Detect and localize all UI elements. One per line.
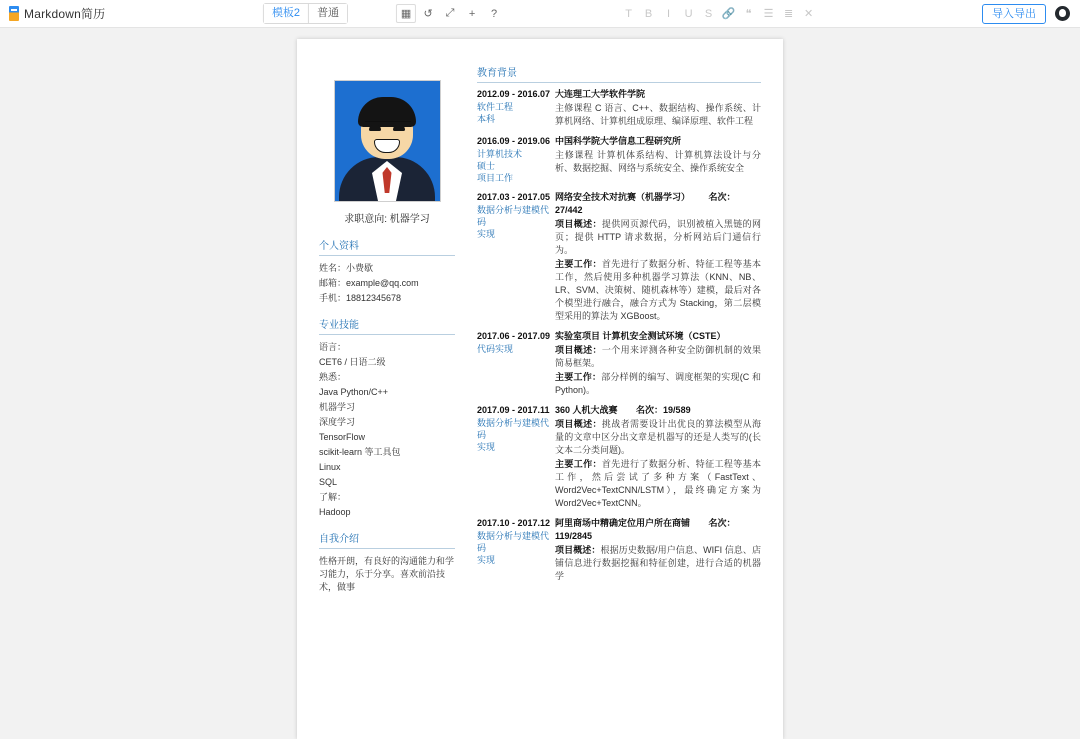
project-overview: 提供网页源代码，识别被植入黑链的网页；提供 HTTP 请求数据，分析网站后门通信行为。: [555, 219, 761, 255]
project-tag: 数据分析与建模代码: [477, 531, 550, 553]
education-degree: 硕士: [477, 161, 496, 171]
project-work-label: 主要工作：: [555, 259, 602, 269]
section-title-education: 教育背景: [477, 67, 761, 83]
education-detail: 主修课程 计算机体系结构、计算机算法设计与分析、数据挖掘、网络与系统安全、操作系统安全: [555, 150, 761, 173]
skill-item: Linux: [319, 462, 341, 472]
project-overview-label: 项目概述：: [555, 419, 602, 429]
project-rank: 名次：19/589: [636, 405, 691, 415]
education-date: 2012.09 - 2016.07: [477, 89, 551, 99]
skill-item: 语言：: [319, 342, 347, 352]
project-tag: 数据分析与建模代码: [477, 205, 550, 227]
personal-email: 邮箱：example@qq.com: [319, 278, 419, 288]
personal-phone: 手机：18812345678: [319, 293, 402, 303]
project-overview: 根据历史数据/用户信息、WIFI 信息、店铺信息进行数据挖掘和特征创建，进行合适的机器学: [555, 545, 761, 581]
skill-item: 机器学习: [319, 402, 356, 412]
section-title-personal: 个人资料: [319, 240, 455, 256]
preview-canvas[interactable]: [0, 28, 1080, 592]
about-text: 性格开朗，有良好的沟通能力和学习能力，乐于分享。喜欢前沿技术，做事: [319, 556, 455, 592]
project-name: 实验室项目 计算机安全测试环境（CSTE）: [555, 331, 726, 341]
project-work-label: 主要工作：: [555, 372, 602, 382]
markdown-logo-icon: [9, 6, 19, 21]
template-theme-switch[interactable]: [263, 3, 348, 24]
skill-item: 熟悉：: [319, 372, 347, 382]
resume-right-column: [469, 67, 761, 596]
link-icon[interactable]: 🔗: [721, 8, 736, 20]
list-icon[interactable]: ☰: [763, 8, 774, 20]
section-title-skills: 专业技能: [319, 319, 455, 335]
job-objective: 求职意向: 机器学习: [344, 214, 430, 225]
education-major: 计算机技术: [477, 149, 523, 159]
education-major: 软件工程: [477, 102, 514, 112]
project-tag: 实现: [477, 229, 496, 239]
zoom-in-icon[interactable]: +: [468, 7, 476, 20]
bold-icon[interactable]: B: [644, 7, 653, 20]
project-overview-label: 项目概述：: [555, 345, 602, 355]
project-tag: 实现: [477, 442, 496, 452]
theme-selector[interactable]: 普通: [309, 4, 347, 23]
toolbar-center: [263, 3, 817, 24]
education-entry: [477, 135, 761, 184]
project-work: 首先进行了数据分析、特征工程等基本工作，然后尝试了多种方案（FastText、Word2Vec+TextCNN/LSTM），最终确定方案为 Word2Vec+TextCNN。: [555, 459, 761, 508]
resume-page: [297, 39, 783, 739]
project-tag: 代码实现: [477, 344, 514, 354]
undo-icon[interactable]: ↺: [423, 8, 433, 20]
project-tag: 数据分析与建模代码: [477, 418, 550, 440]
education-entry: [477, 88, 761, 128]
format-tool-group: [620, 5, 817, 22]
project-tag: 实现: [477, 555, 496, 565]
top-toolbar: [0, 0, 1080, 28]
resume-left-column: [319, 67, 469, 596]
project-overview-label: 项目概述：: [555, 219, 602, 229]
avatar-photo: [334, 80, 441, 202]
project-date: 2017.09 - 2017.11: [477, 405, 550, 415]
personal-name: 姓名：小费歇: [319, 263, 374, 273]
project-date: 2017.10 - 2017.12: [477, 518, 551, 528]
italic-icon[interactable]: I: [667, 7, 671, 20]
project-name: 网络安全技术对抗赛（机器学习）: [555, 192, 691, 202]
project-rank: 名次：119/2845: [555, 518, 736, 541]
skill-item: scikit-learn 等工具包: [319, 447, 401, 457]
project-entry: [477, 404, 761, 510]
import-export-button[interactable]: 导入导出: [982, 4, 1046, 24]
project-work: 首先进行了数据分析、特征工程等基本工作，然后使用多种机器学习算法（KNN、NB、LR、SVM、决策树、随机森林等）建模，最后对各个模型进行融合，融合方式为 Stacking，第二层模型采用的算法为 XGBoost。: [555, 259, 761, 321]
align-icon[interactable]: ≣: [783, 8, 794, 20]
toolbar-right: [982, 4, 1070, 24]
skill-item: Java Python/C++: [319, 387, 389, 397]
strikethrough-icon[interactable]: S: [704, 7, 713, 20]
project-entry: [477, 191, 761, 323]
skill-item: TensorFlow: [319, 432, 366, 442]
skill-item: SQL: [319, 477, 338, 487]
project-name: 阿里商场中精确定位用户所在商铺: [555, 518, 691, 528]
education-school: 中国科学院大学信息工程研究所: [555, 136, 682, 146]
brand[interactable]: [9, 5, 105, 22]
project-rank: 名次：27/442: [555, 192, 736, 215]
project-overview: 一个用来评测各种安全防御机制的效果简易框架。: [555, 345, 761, 368]
project-overview: 挑战者需要设计出优良的算法模型从海量的文章中区分出文章是机器写的还是人类写的(长文本二分类问题)。: [555, 419, 761, 455]
project-work: 部分样例的编写、调度框架的实现(C 和 Python)。: [555, 372, 761, 395]
project-entry: [477, 517, 761, 583]
section-title-projects: 项目工作: [477, 173, 514, 183]
education-degree: 本科: [477, 114, 496, 124]
help-icon[interactable]: ?: [491, 7, 498, 20]
quote-icon[interactable]: ❝: [745, 8, 752, 20]
fullscreen-icon[interactable]: ⤢: [445, 7, 455, 19]
skill-item: 深度学习: [319, 417, 356, 427]
project-name: 360 人机大战赛: [555, 405, 618, 415]
project-date: 2017.03 - 2017.05: [477, 192, 551, 202]
project-entry: [477, 330, 761, 397]
education-detail: 主修课程 C 语言、C++、数据结构、操作系统、计算机网络、计算机组成原理、编译原理、软件工程: [555, 103, 761, 126]
section-title-about: 自我介绍: [319, 533, 455, 549]
education-school: 大连理工大学软件学院: [555, 89, 646, 99]
underline-icon[interactable]: U: [684, 7, 693, 20]
clear-format-icon[interactable]: ✕: [803, 8, 814, 20]
brand-name: Markdown简历: [24, 7, 106, 21]
github-icon[interactable]: [1055, 6, 1070, 21]
template-selector[interactable]: 模板2: [264, 4, 309, 23]
skill-item: 了解：: [319, 492, 347, 502]
table-icon[interactable]: ▦: [396, 4, 416, 23]
skill-item: Hadoop: [319, 507, 351, 517]
editor-tool-group: [396, 4, 504, 23]
text-color-icon[interactable]: T: [625, 7, 632, 20]
skill-item: CET6 / 日语二级: [319, 357, 386, 367]
project-overview-label: 项目概述：: [555, 545, 601, 555]
education-date: 2016.09 - 2019.06: [477, 136, 551, 146]
project-work-label: 主要工作：: [555, 459, 602, 469]
project-date: 2017.06 - 2017.09: [477, 331, 551, 341]
